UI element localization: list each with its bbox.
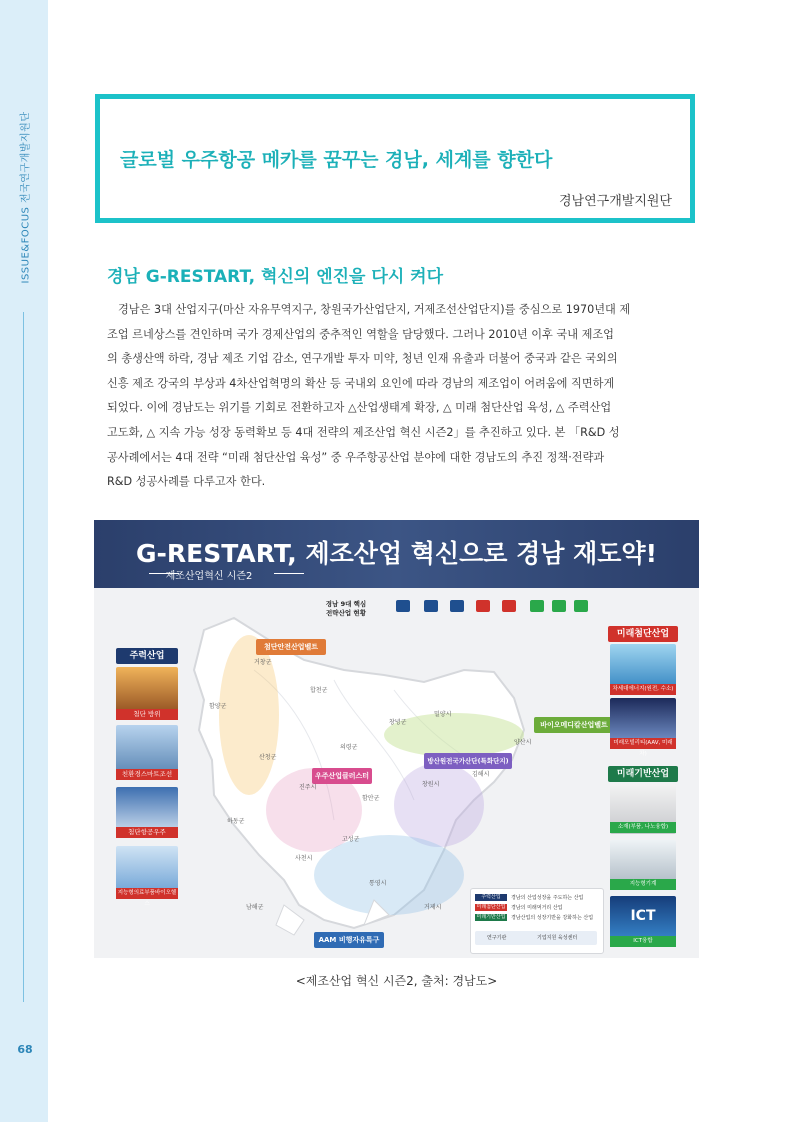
city-label: 산청군 xyxy=(259,754,277,761)
city-label: 통영시 xyxy=(369,880,387,887)
legend-footer xyxy=(475,931,597,945)
industry-icon xyxy=(502,600,516,612)
map-header: 경남 9대 핵심 전략산업 현황 xyxy=(325,600,367,617)
city-label: 창녕군 xyxy=(389,719,407,726)
body-line: 의 총생산액 하락, 경남 제조 기업 감소, 연구개발 투자 미약, 청년 인재 유출과 더불어 중국과 같은 국외의 xyxy=(107,352,618,366)
city-label: 창원시 xyxy=(422,781,440,788)
city-label: 밀양시 xyxy=(434,711,452,718)
right-category-future-advanced: 미래첨단산업 xyxy=(608,626,678,642)
right-category-future-base: 미래기반산업 xyxy=(608,766,678,782)
thumb-caption: 지능형기계 xyxy=(610,879,676,890)
city-label: 함안군 xyxy=(362,795,380,802)
figure-subtitle: 제조산업혁신 시즌2 xyxy=(165,571,253,582)
thumb-caption: 지능형의료부품바이오헬스 xyxy=(117,890,177,907)
title-box xyxy=(95,94,695,223)
industry-icon xyxy=(450,600,464,612)
body-line: 신흥 제조 강국의 부상과 4차산업혁명의 확산 등 국내외 요인에 따라 경남의 제조업이 어려움에 직면하게 xyxy=(107,376,615,390)
industry-icon xyxy=(574,600,588,612)
city-label: 진주시 xyxy=(299,784,317,791)
page-number: 68 xyxy=(17,1043,33,1056)
author: 경남연구개발지원단 xyxy=(558,194,672,209)
city-label: 합천군 xyxy=(310,687,328,694)
city-label: 양산시 xyxy=(514,739,532,746)
thumb-caption: 차세대에너지(원전, 수소) xyxy=(610,684,676,695)
thumb-caption: 미래모빌리티(AAV, 미래차) xyxy=(610,738,676,749)
body-line: R&D 성공사례를 다루고자 한다. xyxy=(107,475,266,489)
body-line: 조업 르네상스를 견인하며 국가 경제산업의 중추적인 역할을 담당했다. 그러나 2010년 이후 국내 제조업 xyxy=(107,327,614,341)
legend-footer-item: 연구기관 xyxy=(487,935,507,941)
thumb-caption: 첨단 방위 xyxy=(116,709,178,720)
city-label: 거제시 xyxy=(424,904,442,911)
body-line: 공사례에서는 4대 전략 “미래 첨단산업 육성” 중 우주항공산업 분야에 대한 경남도의 추진 정책·전략과 xyxy=(107,450,605,464)
thumb-caption: 친환경스마트조선 xyxy=(116,769,178,780)
city-label: 하동군 xyxy=(227,818,245,825)
city-label: 김해시 xyxy=(472,771,490,778)
sidebar-divider xyxy=(23,312,24,1002)
thumb-caption: 첨단항공우주 xyxy=(116,827,178,838)
section-heading: 경남 G-RESTART, 혁신의 엔진을 다시 켜다 xyxy=(107,267,444,287)
left-category: 주력산업 xyxy=(116,648,178,664)
legend-footer-item: 기업지원 육성센터 xyxy=(537,935,578,941)
belt-label: 첨단안전산업벨트 xyxy=(256,639,326,655)
gyeongnam-map xyxy=(94,520,699,958)
page-title: 글로벌 우주항공 메카를 꿈꾸는 경남, 세계를 향한다 xyxy=(120,149,553,171)
belt-ellipse-aam xyxy=(314,835,464,915)
city-label: 사천시 xyxy=(295,855,313,862)
thumb-shipbuilding-image xyxy=(116,725,178,775)
city-label: 함양군 xyxy=(209,703,227,710)
industry-icon xyxy=(424,600,438,612)
city-label: 고성군 xyxy=(342,836,360,843)
legend-desc: 경남의 미래먹거리 산업 xyxy=(511,905,563,911)
body-paragraph xyxy=(107,298,667,495)
legend-tag: 미래기반산업 xyxy=(476,914,506,920)
figure-caption: <제조산업 혁신 시즌2, 출처: 경남도> xyxy=(295,974,498,988)
infographic-figure xyxy=(94,520,699,958)
city-label: 의령군 xyxy=(340,744,358,751)
legend-desc: 경남의 산업성장을 주도하는 산업 xyxy=(511,895,584,901)
belt-label: AAM 비행자유특구 xyxy=(314,932,384,948)
city-label: 남해군 xyxy=(246,904,264,911)
legend-box xyxy=(470,888,604,954)
thumb-ict-image: ICT xyxy=(610,896,676,946)
belt-label: 방산원전국가산단(특화단지) xyxy=(424,753,512,769)
body-line: 경남은 3대 산업지구(마산 자유무역지구, 창원국가산업단지, 거제조선산업단지)를 중심으로 1970년대 제 xyxy=(118,303,631,316)
belt-label: 우주산업클러스터 xyxy=(312,768,372,784)
figure-title: G-RESTART, 제조산업 혁신으로 경남 재도약! xyxy=(136,539,657,568)
body-line: 고도화, △ 지속 가능 성장 동력확보 등 4대 전략의 제조산업 혁신 시즌2」를 추진하고 있다. 본 「R&D 성 xyxy=(107,425,620,439)
industry-icon xyxy=(552,600,566,612)
belt-label: 바이오메디칼산업벨트 xyxy=(534,717,614,733)
industry-icon xyxy=(476,600,490,612)
industry-icon xyxy=(530,600,544,612)
sidebar xyxy=(0,0,48,1122)
body-line: 되었다. 이에 경남도는 위기를 기회로 전환하고자 △산업생태계 확장, △ 미래 첨단산업 육성, △ 주력산업 xyxy=(107,401,612,415)
legend-desc: 경남산업의 성장기반을 강화하는 산업 xyxy=(511,915,594,921)
belt-ellipse-defense xyxy=(394,763,484,847)
city-label: 거창군 xyxy=(254,659,272,666)
thumb-caption: ICT융합 xyxy=(610,936,676,947)
legend-tag: 미래첨단산업 xyxy=(476,904,506,910)
legend-tag: 주력산업 xyxy=(475,894,507,901)
thumb-caption: 소재(부품, 나노융합) xyxy=(610,822,676,833)
sidebar-label-wrap xyxy=(14,92,34,302)
sidebar-label: ISSUE&FOCUS 전국연구개발지원단 xyxy=(20,111,32,283)
industry-icon xyxy=(396,600,410,612)
